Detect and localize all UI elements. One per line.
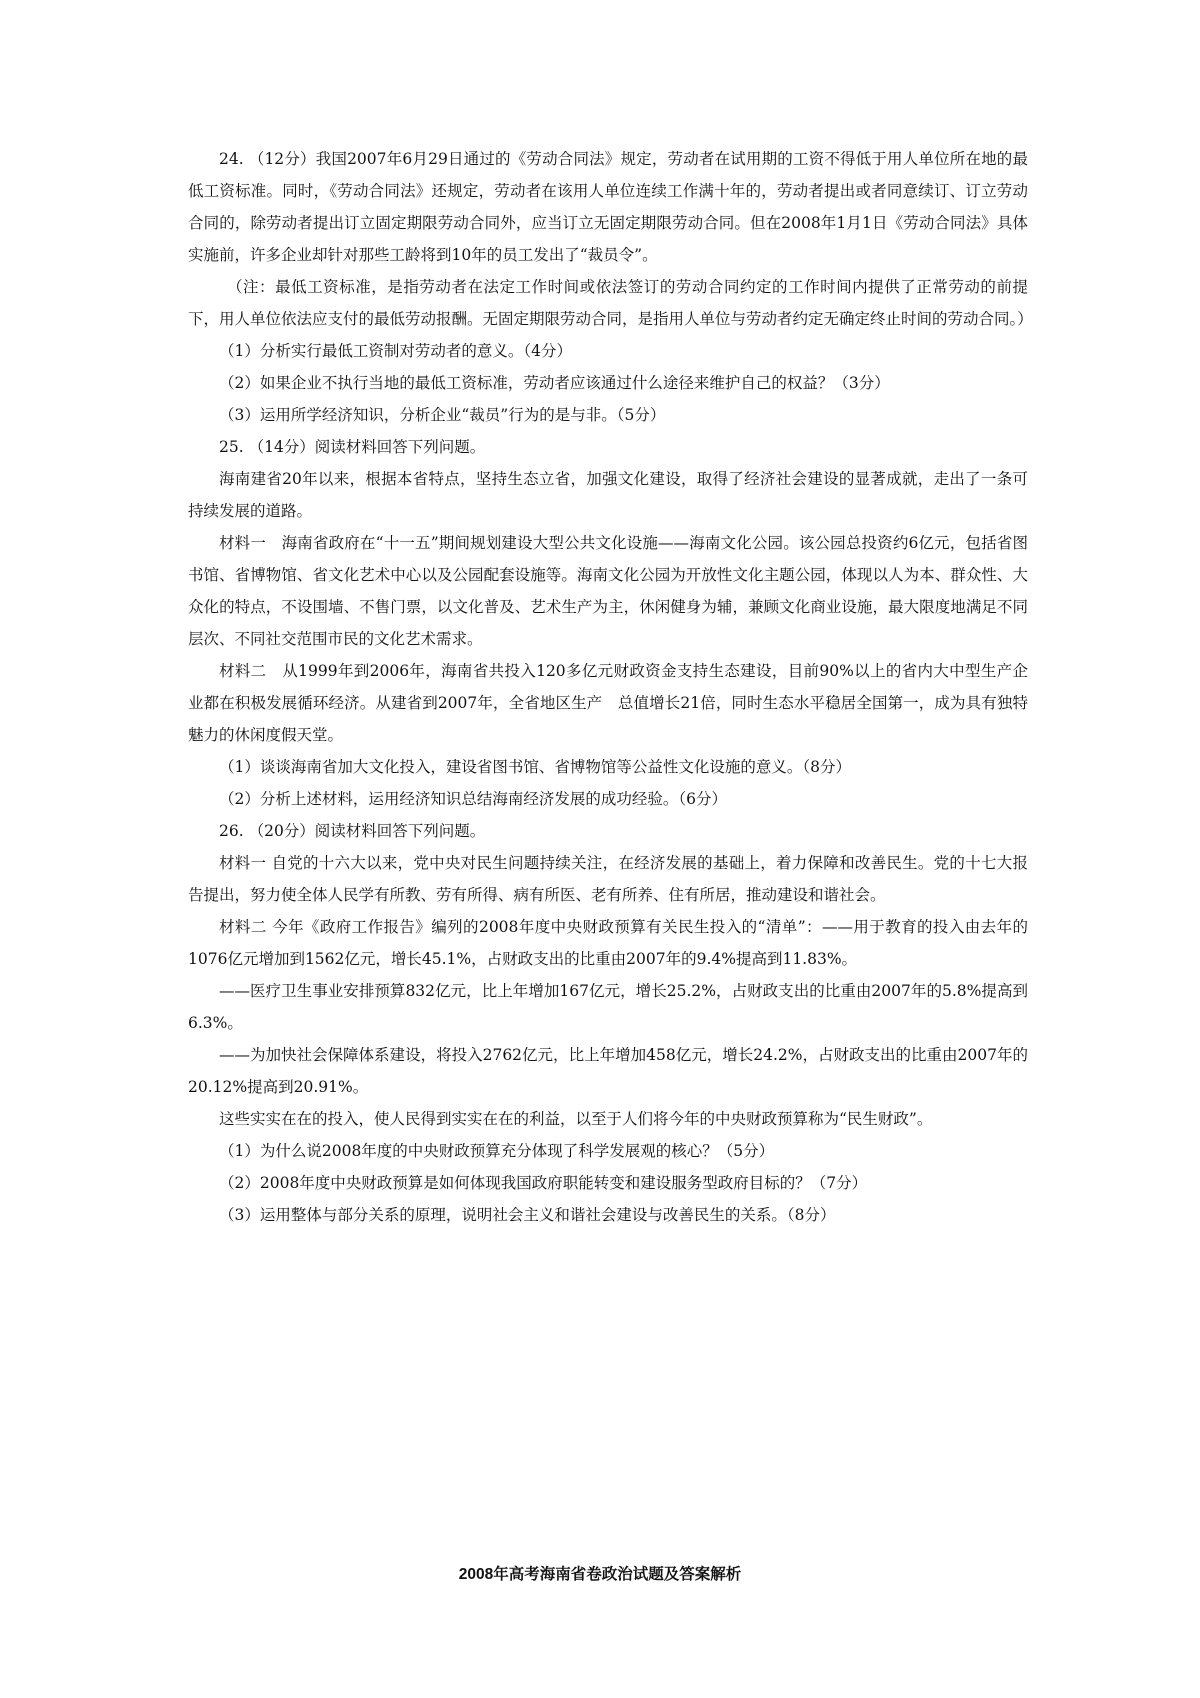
q24-sub2: （2）如果企业不执行当地的最低工资标准，劳动者应该通过什么途径来维护自己的权益？（3分） — [219, 374, 890, 392]
q25-material2: 材料二 从1999年到2006年，海南省共投入120多亿元财政资金支持生态建设，目前90%以上的省内大中型生产企业都在积极发展循环经济。从建省到2007年，全省地区生产 总值增长21倍，同时生态水平稳居全国第一，成为具有独特魅力的休闲度假天堂。 — [188, 662, 1028, 744]
q25-sub1: （1）谈谈海南省加大文化投入，建设省图书馆、省博物馆等公益性文化设施的意义。（8分） — [219, 758, 851, 776]
q26-conclusion: 这些实实在在的投入，使人民得到实实在在的利益，以至于人们将今年的中央财政预算称为“民生财政”。 — [219, 1110, 933, 1128]
q26-sub1: （1）为什么说2008年度的中央财政预算充分体现了科学发展观的核心？（5分） — [219, 1142, 775, 1160]
q24-sub3: （3）运用所学经济知识，分析企业“裁员”行为的是与非。（5分） — [219, 406, 666, 424]
exam-page — [188, 143, 1033, 1231]
q24-stem: 24. （12分）我国2007年6月29日通过的《劳动合同法》规定，劳动者在试用期的工资不得低于用人单位所在地的最低工资标准。同时，《劳动合同法》还规定，劳动者在该用人单位连续工作满十年的，劳动者提出或者同意续订、订立劳动合同的，除劳动者提出订立固定期限劳动合同外，应当订立无固定期限劳动合同。但在2008年1月1日《劳动合同法》具体实施前，许多企业却针对那些工龄将到10年的员工发出了“裁员令”。 — [188, 150, 1028, 264]
q26-stem: 26. （20分）阅读材料回答下列问题。 — [219, 822, 486, 840]
q26-item-social: ——为加快社会保障体系建设，将投入2762亿元，比上年增加458亿元，增长24.2%，占财政支出的比重由2007年的20.12%提高到20.91%。 — [188, 1046, 1028, 1096]
q26-material1: 材料一 自党的十六大以来，党中央对民生问题持续关注，在经济发展的基础上，着力保障和改善民生。党的十七大报告提出，努力使全体人民学有所教、劳有所得、病有所医、老有所养、住有所居，推动建设和谐社会。 — [188, 854, 1028, 904]
q25-intro: 海南建省20年以来，根据本省特点，坚持生态立省，加强文化建设，取得了经济社会建设的显著成就，走出了一条可持续发展的道路。 — [188, 470, 1028, 520]
document-title: 2008年高考海南省卷政治试题及答案解析 — [458, 1566, 742, 1583]
q24-sub1: （1）分析实行最低工资制对劳动者的意义。（4分） — [219, 342, 572, 360]
q26-sub2: （2）2008年度中央财政预算是如何体现我国政府职能转变和建设服务型政府目标的？（7分） — [219, 1174, 868, 1192]
q25-material1: 材料一 海南省政府在“十一五”期间规划建设大型公共文化设施——海南文化公园。该公园总投资约6亿元，包括省图书馆、省博物馆、省文化艺术中心以及公园配套设施等。海南文化公园为开放性文化主题公园，体现以人为本、群众性、大众化的特点，不设围墙、不售门票，以文化普及、艺术生产为主，休闲健身为辅，兼顾文化商业设施，最大限度地满足不同层次、不同社交范围市民的文化艺术需求。 — [188, 534, 1028, 648]
q26-sub3: （3）运用整体与部分关系的原理，说明社会主义和谐社会建设与改善民生的关系。（8分） — [219, 1206, 836, 1224]
q25-stem: 25. （14分）阅读材料回答下列问题。 — [219, 438, 486, 456]
q26-item-medical: ——医疗卫生事业安排预算832亿元，比上年增加167亿元，增长25.2%，占财政支出的比重由2007年的5.8%提高到6.3%。 — [188, 982, 1028, 1032]
q25-sub2: （2）分析上述材料，运用经济知识总结海南经济发展的成功经验。（6分） — [219, 790, 727, 808]
q24-note: （注：最低工资标准，是指劳动者在法定工作时间或依法签订的劳动合同约定的工作时间内提供了正常劳动的前提下，用人单位依法应支付的最低劳动报酬。无固定期限劳动合同，是指用人单位与劳动者约定无确定终止时间的劳动合同。） — [188, 278, 1033, 328]
q26-material2: 材料二 今年《政府工作报告》编列的2008年度中央财政预算有关民生投入的“清单”：——用于教育的投入由去年的1076亿元增加到1562亿元，增长45.1%，占财政支出的比重由2007年的9.4%提高到11.83%。 — [188, 918, 1028, 968]
